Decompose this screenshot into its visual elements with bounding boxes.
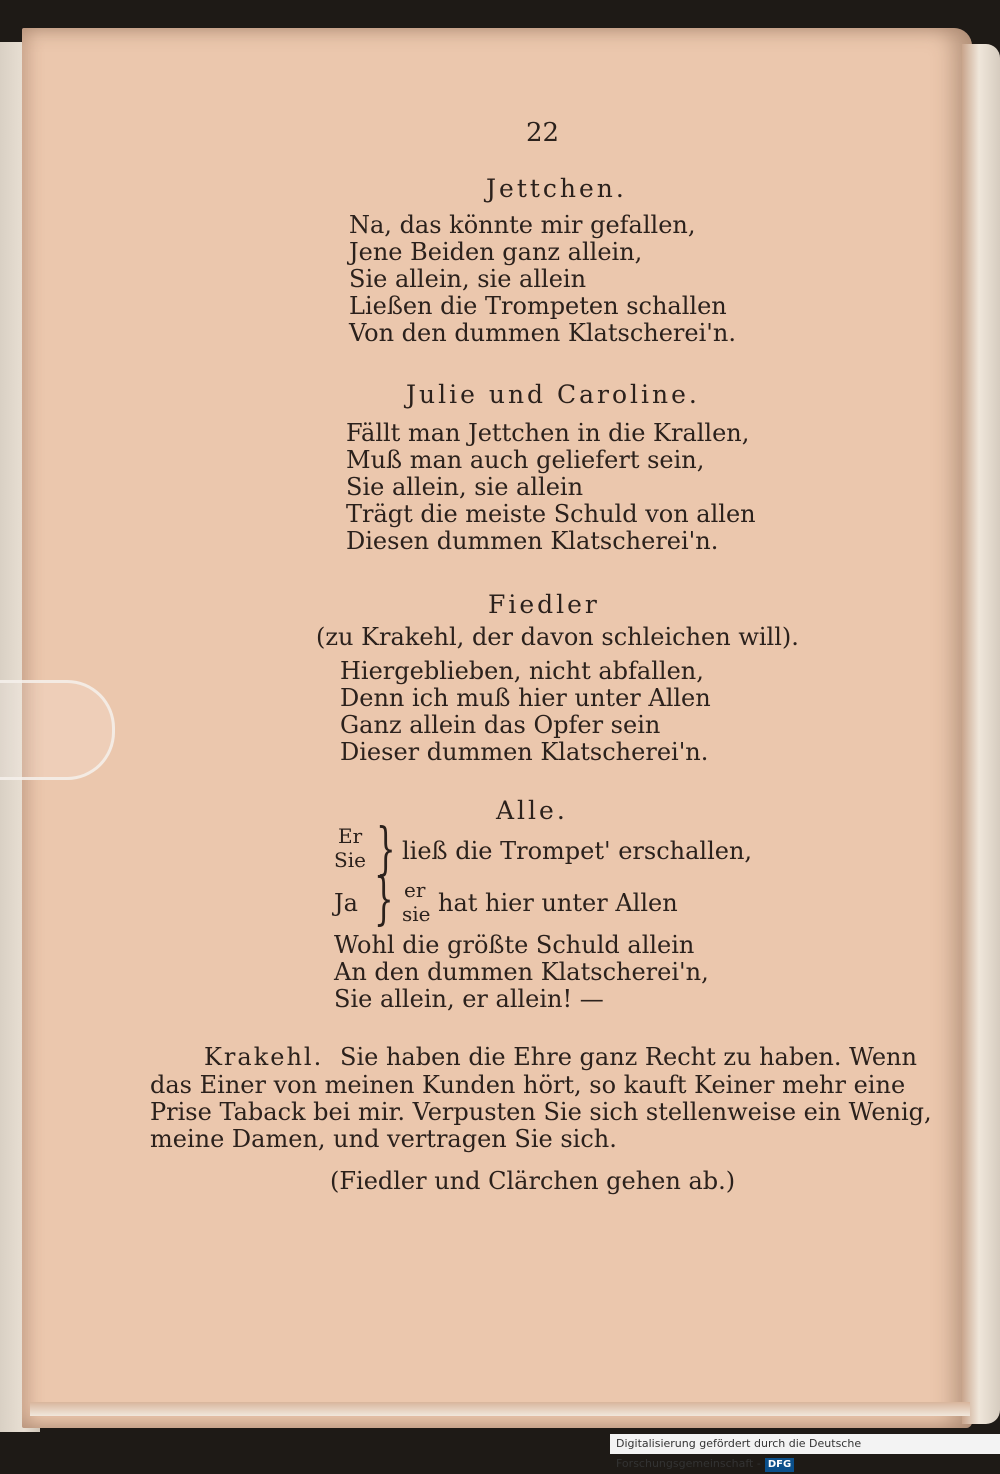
paper-clip — [0, 680, 115, 780]
verse-line: Na, das könnte mir gefallen, — [349, 211, 696, 239]
stage-direction: (zu Krakehl, der davon schleichen will). — [316, 623, 799, 651]
verse-line: Von den dummen Klatscherei'n. — [349, 319, 736, 347]
bottom-page-edge — [30, 1402, 970, 1416]
verse-line: ließ die Trompet' erschallen, — [402, 837, 753, 865]
verse-line: Hiergeblieben, nicht abfallen, — [340, 657, 704, 685]
brace: } — [376, 817, 396, 882]
verse-line: Dieser dummen Klatscherei'n. — [340, 738, 709, 766]
prose-line: Sie haben die Ehre ganz Recht zu haben. Wenn — [340, 1043, 917, 1071]
stage-direction: (Fiedler und Clärchen gehen ab.) — [330, 1167, 736, 1195]
speaker-name: Krakehl. — [204, 1043, 324, 1071]
page-number: 22 — [526, 118, 560, 148]
verse-line: Muß man auch geliefert sein, — [346, 446, 705, 474]
verse-line: Wohl die größte Schuld allein — [334, 931, 695, 959]
prose-line: meine Damen, und vertragen Sie sich. — [150, 1125, 617, 1153]
verse-line: Fällt man Jettchen in die Krallen, — [346, 419, 750, 447]
speaker-heading: Jettchen. — [486, 174, 627, 203]
digitization-footer — [610, 1434, 1000, 1470]
verse-line: Sie allein, er allein! — — [334, 985, 604, 1013]
brace-option-top: Er — [338, 824, 363, 848]
verse-line: Sie allein, sie allein — [349, 265, 587, 293]
brace: } — [374, 867, 394, 932]
right-page-edge — [962, 44, 1000, 1424]
verse-line: Trägt die meiste Schuld von allen — [346, 500, 756, 528]
verse-line: An den dummen Klatscherei'n, — [334, 958, 709, 986]
verse-line: Ganz allein das Opfer sein — [340, 711, 661, 739]
brace-option-bottom: Sie — [334, 848, 366, 872]
prose-line: Prise Taback bei mir. Verpusten Sie sich stellenweise ein Wenig, — [150, 1098, 932, 1126]
brace-option-bottom: sie — [402, 902, 431, 926]
prose-line: das Einer von meinen Kunden hört, so kauft Keiner mehr eine — [150, 1071, 906, 1099]
verse-line-lead: Ja — [334, 889, 358, 917]
verse-line: Sie allein, sie allein — [346, 473, 584, 501]
speaker-heading: Fiedler — [488, 590, 600, 619]
speaker-heading: Alle. — [496, 796, 568, 825]
brace-option-top: er — [404, 878, 426, 902]
verse-line: Denn ich muß hier unter Allen — [340, 684, 711, 712]
speaker-heading: Julie und Caroline. — [406, 380, 700, 409]
footer-text: Digitalisierung gefördert durch die Deutsche Forschungsgemeinschaft - — [616, 1437, 862, 1470]
verse-line: Ließen die Trompeten schallen — [349, 292, 727, 320]
verse-line: Jene Beiden ganz allein, — [349, 238, 643, 266]
dfg-logo: DFG — [765, 1458, 794, 1472]
verse-line: hat hier unter Allen — [438, 889, 678, 917]
verse-line: Diesen dummen Klatscherei'n. — [346, 527, 719, 555]
